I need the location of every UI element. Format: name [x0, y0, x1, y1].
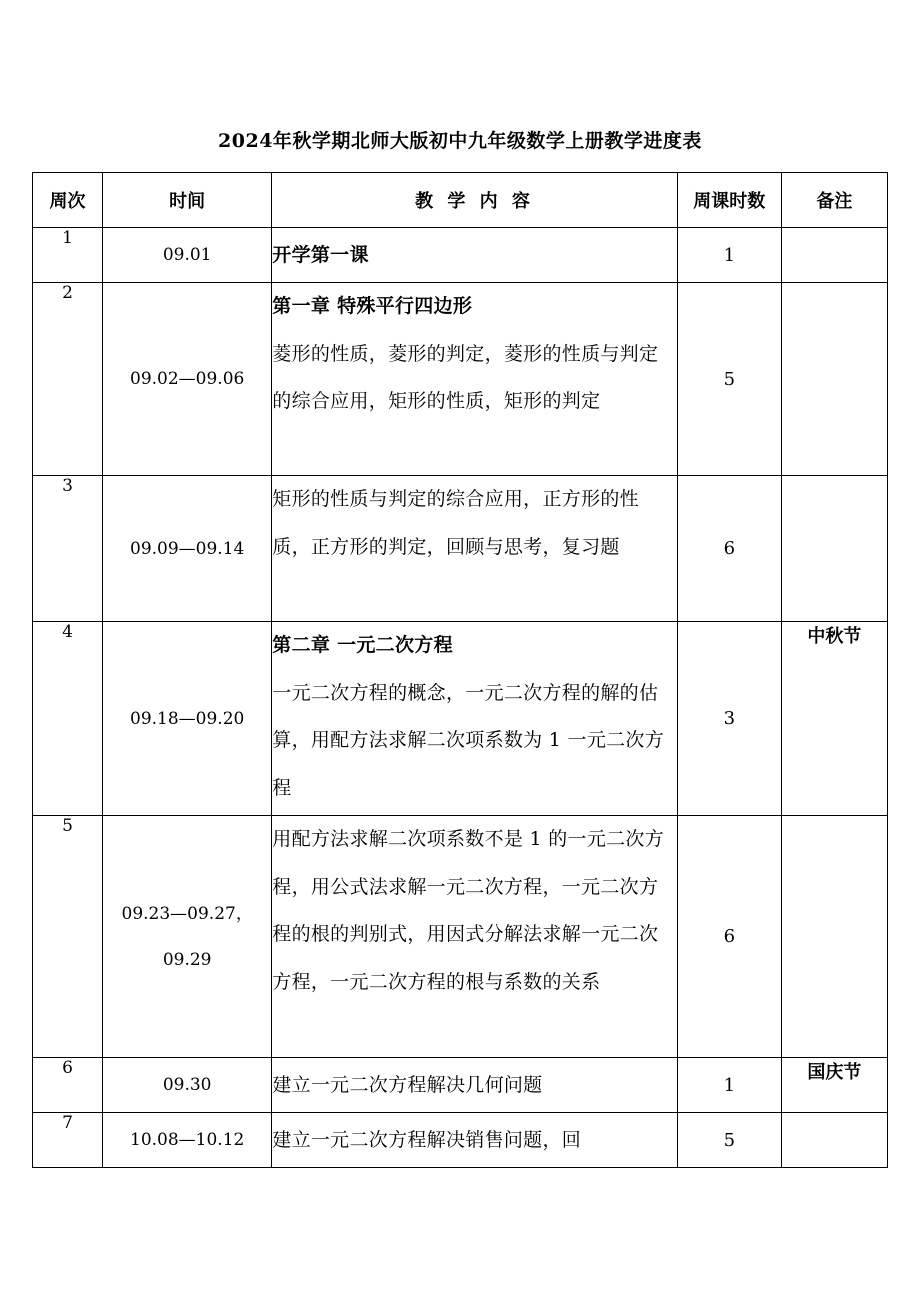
hours-cell: 6 [677, 476, 781, 622]
week-cell: 5 [33, 816, 103, 1058]
header-week: 周次 [33, 173, 103, 228]
note-cell [781, 1113, 887, 1168]
chapter-title: 第一章 特殊平行四边形 [272, 295, 473, 317]
time-cell: 09.23—09.27，09.29 [103, 816, 272, 1058]
content-cell [272, 476, 677, 622]
hours-cell: 1 [677, 228, 781, 283]
hours-cell: 5 [677, 1113, 781, 1168]
table-row [33, 622, 888, 816]
topic-text: 一元二次方程的概念，一元二次方程的解的估算，用配方法求解二次项系数为 1 一元二次方程 [272, 681, 665, 799]
note-cell [781, 283, 887, 476]
time-cell: 09.02—09.06 [103, 283, 272, 476]
week-cell: 2 [33, 283, 103, 476]
table-header-row [33, 173, 888, 228]
table-row [33, 1113, 888, 1168]
chapter-title: 开学第一课 [272, 244, 369, 266]
note-cell [781, 476, 887, 622]
week-cell: 6 [33, 1058, 103, 1113]
content-cell [272, 228, 677, 283]
header-note: 备注 [781, 173, 887, 228]
header-content: 教 学 内 容 [272, 173, 677, 228]
topic-text: 建立一元二次方程解决几何问题 [272, 1074, 543, 1096]
week-cell: 4 [33, 622, 103, 816]
schedule-table [32, 172, 888, 1168]
document-title: 2024年秋学期北师大版初中九年级数学上册教学进度表 [218, 130, 702, 152]
content-cell [272, 1058, 677, 1113]
week-cell: 7 [33, 1113, 103, 1168]
time-cell: 09.30 [103, 1058, 272, 1113]
content-cell [272, 622, 677, 816]
table-row [33, 816, 888, 1058]
note-cell [781, 816, 887, 1058]
hours-cell: 5 [677, 283, 781, 476]
note-cell: 中秋节 [781, 622, 887, 816]
time-cell: 10.08—10.12 [103, 1113, 272, 1168]
topic-text: 菱形的性质，菱形的判定，菱形的性质与判定的综合应用，矩形的性质，矩形的判定 [272, 342, 659, 412]
header-time: 时间 [103, 173, 272, 228]
note-cell: 国庆节 [781, 1058, 887, 1113]
week-cell: 1 [33, 228, 103, 283]
hours-cell: 6 [677, 816, 781, 1058]
header-hours: 周课时数 [677, 173, 781, 228]
hours-cell: 1 [677, 1058, 781, 1113]
table-row [33, 1058, 888, 1113]
table-row [33, 228, 888, 283]
table-row [33, 476, 888, 622]
topic-text: 矩形的性质与判定的综合应用，正方形的性质，正方形的判定，回顾与思考，复习题 [272, 488, 639, 558]
note-cell [781, 228, 887, 283]
table-row [33, 283, 888, 476]
content-cell [272, 816, 677, 1058]
content-cell [272, 1113, 677, 1168]
time-cell: 09.01 [103, 228, 272, 283]
hours-cell: 3 [677, 622, 781, 816]
content-cell [272, 283, 677, 476]
time-cell: 09.09—09.14 [103, 476, 272, 622]
topic-text: 用配方法求解二次项系数不是 1 的一元二次方程，用公式法求解一元二次方程，一元二次方程的根的判别式，用因式分解法求解一元二次方程，一元二次方程的根与系数的关系 [272, 828, 665, 993]
chapter-title: 第二章 一元二次方程 [272, 634, 453, 656]
week-cell: 3 [33, 476, 103, 622]
topic-text: 建立一元二次方程解决销售问题，回 [272, 1129, 582, 1151]
time-cell: 09.18—09.20 [103, 622, 272, 816]
